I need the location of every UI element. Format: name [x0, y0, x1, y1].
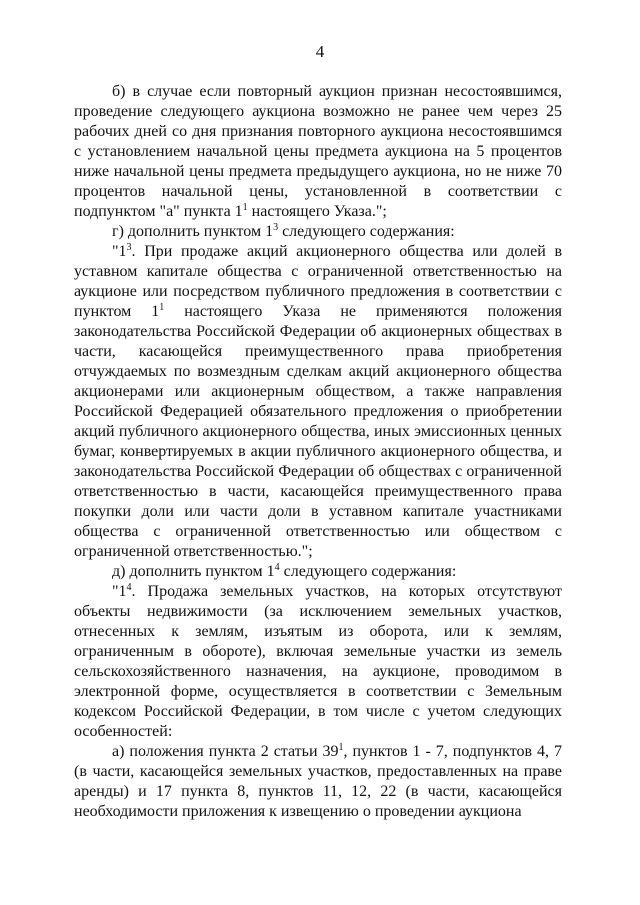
page-number: 4: [315, 42, 325, 61]
superscript: 3: [273, 222, 279, 233]
text-run: . При продаже акций акционерного общества или долей в уставном капитале общества с ограниченной ответственностью на аукционе или посредством публичного предложения в соответствии с пунктом 1: [74, 243, 562, 320]
text-run: следующего содержания:: [278, 223, 455, 240]
paragraph-point-1-3: [74, 242, 562, 562]
text-run: "1: [112, 243, 127, 260]
paragraph-b-repeat-auction: [74, 82, 562, 222]
text-run: а) положения пункта 2 статьи 39: [112, 743, 339, 760]
text-run: г) дополнить пунктом 1: [112, 223, 274, 240]
text-run: , пунктов 1 - 7, подпунктов 4, 7 (в части, касающейся земельных участков, предоставленных на праве аренды) и 17 пункта 8, пунктов 11, 12, 22 (в части, касающейся необходимости приложения к извещению о проведении аукциона: [74, 743, 562, 820]
superscript: 1: [242, 202, 248, 213]
superscript: 1: [159, 302, 165, 313]
text-run: настоящего Указа не применяются положения законодательства Российской Федерации об акционерных обществах в части, касающейся преимущественного права приобретения отчуждаемых по возмездным сделкам акций акционерного общества акционерами или акционерным обществом, а также направления Российской Федерацией обязательного предложения о приобретении акций публичного акционерного общества, иных эмиссионных ценных бумаг, конвертируемых в акции публичного акционерного общества, и законодательства Российской Федерации об обществах с ограниченной ответственностью в части, касающейся преимущественного права покупки доли или части доли в уставном капитале участниками общества с ограниченной ответственностью или обществом с ограниченной ответственностью.";: [74, 303, 562, 560]
text-run: д) дополнить пунктом 1: [112, 563, 275, 580]
superscript: 4: [274, 562, 280, 573]
text-run: следующего содержания:: [279, 563, 457, 580]
superscript: 1: [338, 742, 344, 753]
paragraph-a-provisions: [74, 742, 562, 822]
superscript: 3: [126, 242, 132, 253]
text-run: "1: [112, 583, 127, 600]
paragraph-d-add-point: [74, 562, 562, 582]
document-body: [74, 82, 562, 822]
superscript: 4: [126, 582, 132, 593]
text-run: настоящего Указа.";: [247, 203, 387, 220]
text-run: б) в случае если повторный аукцион признан несостоявшимся, проведение следующего аукциона возможно не ранее чем через 25 рабочих дней со дня признания повторного аукциона несостоявшимся с установлением начальной цены предмета аукциона на 5 процентов ниже начальной цены предмета предыдущего аукциона, но не ниже 70 процентов начальной цены, установленной в соответствии с подпунктом "а" пункта 1: [74, 83, 562, 220]
paragraph-point-1-4: [74, 582, 562, 742]
text-run: . Продажа земельных участков, на которых отсутствуют объекты недвижимости (за исключением земельных участков, отнесенных к землям, изъятым из оборота, или к землям, ограниченным в обороте), включая земельные участки из земель сельскохозяйственного назначения, на аукционе, проводимом в электронной форме, осуществляется в соответствии с Земельным кодексом Российской Федерации, в том числе с учетом следующих особенностей:: [74, 583, 562, 740]
paragraph-g-add-point: [74, 222, 562, 242]
